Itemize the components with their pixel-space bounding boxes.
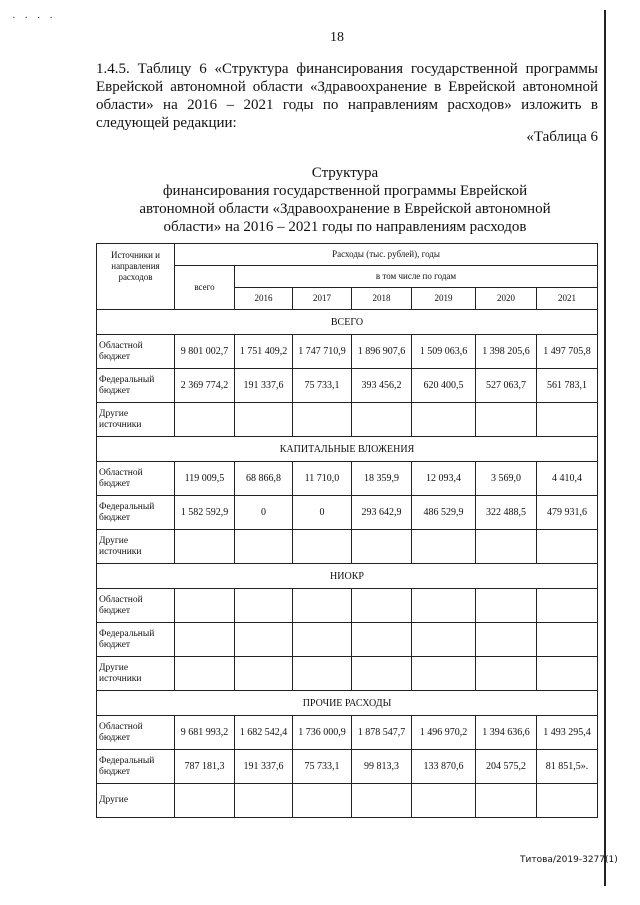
table-header-row [97, 244, 598, 266]
table-title-line: Структура [311, 165, 379, 181]
cell-year-value: 0 [235, 496, 293, 530]
table-title-line: финансирования государственной программы Еврейской [162, 183, 528, 199]
cell-total: 119 009,5 [175, 462, 235, 496]
right-margin-rule [604, 10, 606, 886]
cell-year-value [352, 657, 412, 691]
table-row [97, 462, 598, 496]
header-by-year: в том числе по годам [235, 266, 598, 288]
cell-year-value [352, 784, 412, 818]
section-title: НИОКР [97, 564, 598, 589]
cell-year-value: 1 682 542,4 [235, 716, 293, 750]
cell-year-value: 1 398 205,6 [476, 335, 537, 369]
header-year: 2019 [412, 288, 476, 310]
cell-total: 9 801 002,7 [175, 335, 235, 369]
cell-year-value: 75 733,1 [293, 369, 352, 403]
cell-year-value: 1 496 970,2 [412, 716, 476, 750]
cell-year-value: 4 410,4 [537, 462, 598, 496]
cell-year-value [293, 784, 352, 818]
cell-year-value [293, 589, 352, 623]
row-label: Федеральный бюджет [97, 750, 175, 784]
table-row [97, 335, 598, 369]
cell-year-value [352, 623, 412, 657]
table-row [97, 784, 598, 818]
cell-year-value [537, 657, 598, 691]
section-title: ВСЕГО [97, 310, 598, 335]
header-year: 2017 [293, 288, 352, 310]
section-row [97, 437, 598, 462]
cell-year-value: 191 337,6 [235, 369, 293, 403]
cell-total [175, 530, 235, 564]
cell-year-value [352, 530, 412, 564]
cell-year-value: 293 642,9 [352, 496, 412, 530]
cell-year-value [235, 403, 293, 437]
cell-year-value: 1 394 636,6 [476, 716, 537, 750]
cell-total [175, 403, 235, 437]
row-label: Другие [97, 784, 175, 818]
cell-year-value: 393 456,2 [352, 369, 412, 403]
table-title-line: области» на 2016 – 2021 годы по направлениям расходов [163, 219, 527, 235]
table-row [97, 369, 598, 403]
cell-year-value: 3 569,0 [476, 462, 537, 496]
section-row [97, 564, 598, 589]
cell-total [175, 623, 235, 657]
intro-paragraph: 1.4.5. Таблицу 6 «Структура финансирования государственной программы Еврейской автономной области «Здравоохранение в Еврейской автономной области» на 2016 – 2021 годы по направлениям расходов» изложить в следующей редакции: [96, 61, 598, 131]
financing-table [96, 243, 598, 818]
scan-marks: · · · · [12, 12, 56, 24]
cell-year-value: 18 359,9 [352, 462, 412, 496]
cell-year-value: 1 509 063,6 [412, 335, 476, 369]
header-year: 2016 [235, 288, 293, 310]
cell-year-value [537, 403, 598, 437]
header-expenses: Расходы (тыс. рублей), годы [175, 244, 598, 266]
section-title: КАПИТАЛЬНЫЕ ВЛОЖЕНИЯ [97, 437, 598, 462]
row-label: Областной бюджет [97, 589, 175, 623]
cell-year-value: 1 493 295,4 [537, 716, 598, 750]
header-year: 2018 [352, 288, 412, 310]
cell-year-value [293, 623, 352, 657]
page-number: 18 [330, 30, 344, 45]
cell-year-value [412, 623, 476, 657]
header-year: 2021 [537, 288, 598, 310]
cell-year-value: 204 575,2 [476, 750, 537, 784]
row-label: Областной бюджет [97, 716, 175, 750]
table-row [97, 716, 598, 750]
cell-total [175, 589, 235, 623]
cell-year-value [235, 530, 293, 564]
cell-year-value: 1 896 907,6 [352, 335, 412, 369]
cell-year-value: 0 [293, 496, 352, 530]
table-row [97, 589, 598, 623]
cell-year-value: 486 529,9 [412, 496, 476, 530]
cell-year-value [412, 589, 476, 623]
cell-year-value: 99 813,3 [352, 750, 412, 784]
section-row [97, 310, 598, 335]
table-row [97, 496, 598, 530]
cell-year-value: 75 733,1 [293, 750, 352, 784]
cell-year-value: 133 870,6 [412, 750, 476, 784]
cell-year-value [412, 530, 476, 564]
row-label: Областной бюджет [97, 462, 175, 496]
cell-year-value: 479 931,6 [537, 496, 598, 530]
cell-year-value [412, 403, 476, 437]
cell-year-value [293, 403, 352, 437]
cell-total [175, 657, 235, 691]
cell-year-value [537, 530, 598, 564]
cell-year-value [476, 589, 537, 623]
cell-year-value [293, 657, 352, 691]
table-row [97, 623, 598, 657]
header-sources: Источники и направления расходов [97, 244, 175, 310]
cell-year-value [537, 589, 598, 623]
table-row [97, 403, 598, 437]
cell-year-value: 1 736 000,9 [293, 716, 352, 750]
cell-year-value [476, 657, 537, 691]
table-row [97, 657, 598, 691]
cell-year-value [352, 589, 412, 623]
header-total: всего [175, 266, 235, 310]
cell-year-value [476, 623, 537, 657]
cell-year-value: 12 093,4 [412, 462, 476, 496]
row-label: Федеральный бюджет [97, 623, 175, 657]
cell-total: 1 582 592,9 [175, 496, 235, 530]
cell-year-value: 1 747 710,9 [293, 335, 352, 369]
table-row [97, 530, 598, 564]
row-label: Областной бюджет [97, 335, 175, 369]
cell-total: 787 181,3 [175, 750, 235, 784]
cell-year-value: 1 878 547,7 [352, 716, 412, 750]
cell-year-value: 527 063,7 [476, 369, 537, 403]
row-label: Другие источники [97, 530, 175, 564]
cell-year-value: 1 751 409,2 [235, 335, 293, 369]
cell-year-value: 191 337,6 [235, 750, 293, 784]
section-row [97, 691, 598, 716]
cell-year-value [293, 530, 352, 564]
cell-year-value [537, 784, 598, 818]
cell-year-value [537, 623, 598, 657]
cell-year-value: 322 488,5 [476, 496, 537, 530]
cell-year-value [235, 657, 293, 691]
row-label: Другие источники [97, 403, 175, 437]
cell-year-value: 11 710,0 [293, 462, 352, 496]
document-reference: Титова/2019-3277(1) [520, 855, 618, 865]
cell-year-value: 1 497 705,8 [537, 335, 598, 369]
row-label: Федеральный бюджет [97, 496, 175, 530]
cell-year-value: 68 866,8 [235, 462, 293, 496]
row-label: Другие источники [97, 657, 175, 691]
cell-total: 2 369 774,2 [175, 369, 235, 403]
cell-year-value [476, 530, 537, 564]
cell-year-value [235, 623, 293, 657]
cell-year-value [476, 784, 537, 818]
table-tag: «Таблица 6 [526, 129, 598, 145]
cell-year-value: 620 400,5 [412, 369, 476, 403]
cell-year-value [412, 784, 476, 818]
cell-year-value [235, 589, 293, 623]
cell-year-value [235, 784, 293, 818]
row-label: Федеральный бюджет [97, 369, 175, 403]
table-title-line: автономной области «Здравоохранение в Еврейской автономной [139, 201, 551, 217]
cell-year-value [352, 403, 412, 437]
cell-year-value: 81 851,5». [537, 750, 598, 784]
cell-year-value [412, 657, 476, 691]
cell-total: 9 681 993,2 [175, 716, 235, 750]
table-row [97, 750, 598, 784]
section-title: ПРОЧИЕ РАСХОДЫ [97, 691, 598, 716]
cell-total [175, 784, 235, 818]
table-title [110, 164, 580, 236]
cell-year-value [476, 403, 537, 437]
header-year: 2020 [476, 288, 537, 310]
cell-year-value: 561 783,1 [537, 369, 598, 403]
